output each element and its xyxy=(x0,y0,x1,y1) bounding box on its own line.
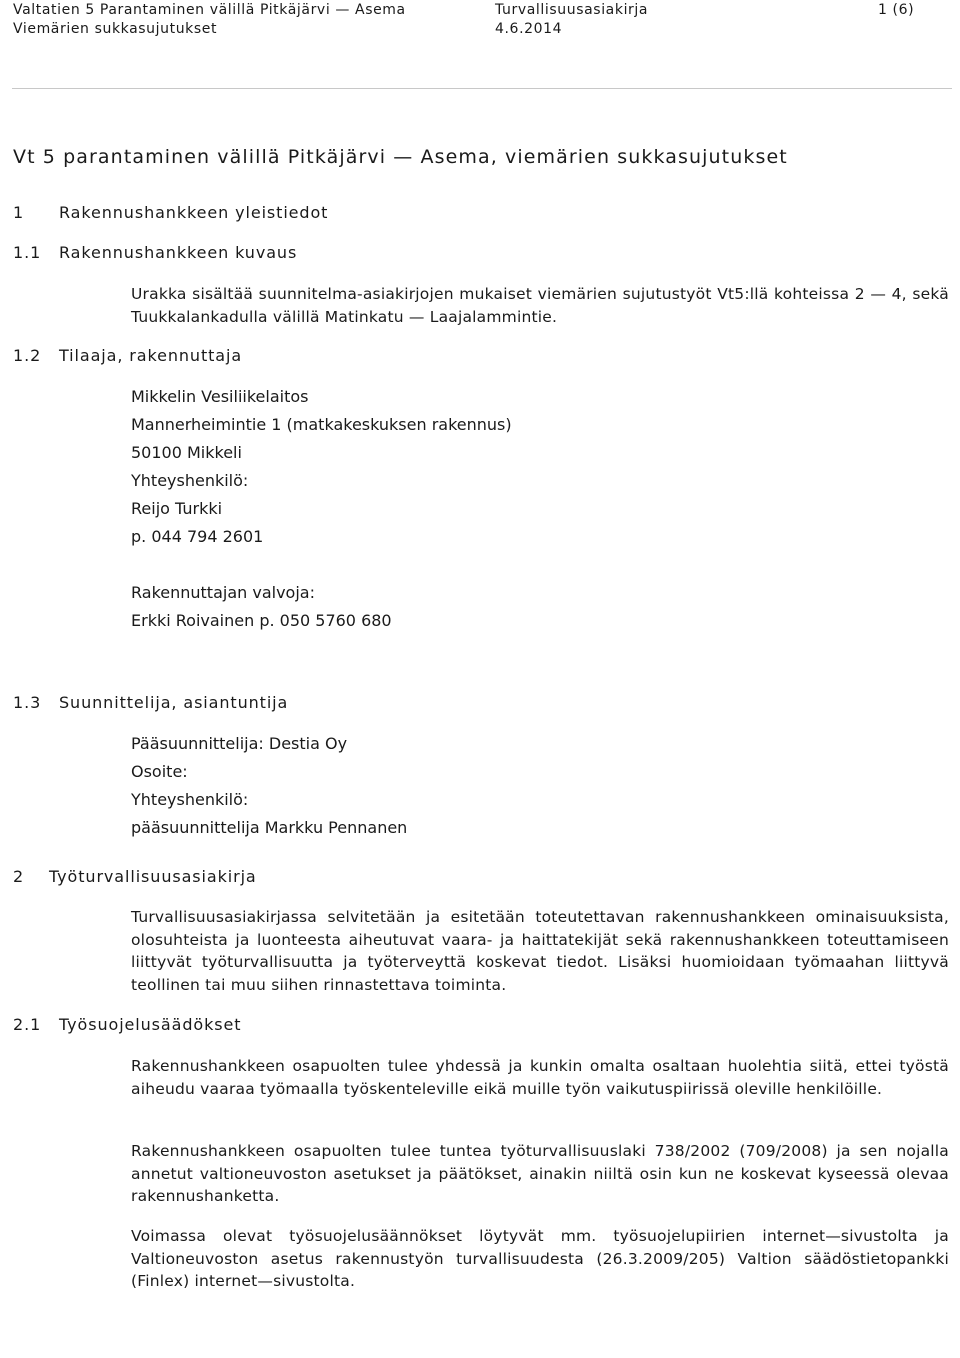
supervisor-label: Rakennuttajan valvoja: xyxy=(131,583,315,602)
supervisor-contact: Erkki Roivainen p. 050 5760 680 xyxy=(131,611,392,630)
designer-contact-label: Yhteyshenkilö: xyxy=(131,790,249,809)
section-number: 1.1 xyxy=(13,243,42,262)
section-2-1-paragraph-3: Voimassa olevat työsuojelusäännökset löytyvät mm. työsuojelupiirien internet—sivustolta ja Valtioneuvoston asetus rakennustyön turvallisuudesta (26.3.2009/205) Valtion säädöstietopankki (Finlex) internet—sivustolta. xyxy=(131,1227,949,1290)
section-heading-2-1 xyxy=(13,1015,241,1034)
client-name: Mikkelin Vesiliikelaitos xyxy=(131,387,309,406)
section-2-1-paragraph-1: Rakennushankkeen osapuolten tulee yhdessä ja kunkin omalta osaltaan huolehtia siitä, ettei työstä aiheudu vaaraa työmaalla työskenteleville eikä muille työn vaikutuspiirissä oleville henkilöille. xyxy=(131,1057,949,1098)
client-address: Mannerheimintie 1 (matkakeskuksen rakennus) xyxy=(131,415,512,434)
header-project-title: Valtatien 5 Parantaminen välillä Pitkäjärvi — Asema xyxy=(13,2,406,18)
header-date: 4.6.2014 xyxy=(495,21,563,37)
section-1-1-text: Urakka sisältää suunnitelma-asiakirjojen mukaiset viemärien sujutustyöt Vt5:llä kohteissa 2 — 4, sekä Tuukkalankadulla välillä Matinkatu — Laajalammintie. xyxy=(131,285,949,326)
section-heading-1-2 xyxy=(13,346,242,365)
client-contact-label: Yhteyshenkilö: xyxy=(131,471,249,490)
header-project-subtitle: Viemärien sukkasujutukset xyxy=(13,21,218,37)
section-label: Suunnittelija, asiantuntija xyxy=(59,693,289,712)
client-postal: 50100 Mikkeli xyxy=(131,443,242,462)
section-heading-2 xyxy=(13,867,257,886)
section-number: 1 xyxy=(13,203,25,222)
document-title: Vt 5 parantaminen välillä Pitkäjärvi — Asema, viemärien sukkasujutukset xyxy=(13,146,788,168)
section-heading-1 xyxy=(13,203,328,222)
section-heading-1-3 xyxy=(13,693,288,712)
client-contact-phone: p. 044 794 2601 xyxy=(131,527,264,546)
section-number: 2.1 xyxy=(13,1015,42,1034)
section-heading-1-1 xyxy=(13,243,297,262)
section-label: Tilaaja, rakennuttaja xyxy=(59,346,243,365)
section-label: Rakennushankkeen kuvaus xyxy=(59,243,298,262)
header-document-type: Turvallisuusasiakirja xyxy=(495,2,649,18)
section-label: Rakennushankkeen yleistiedot xyxy=(59,203,329,222)
header-divider xyxy=(12,88,952,89)
header-page-number: 1 (6) xyxy=(878,2,915,18)
section-label: Työturvallisuusasiakirja xyxy=(49,867,257,886)
section-number: 1.3 xyxy=(13,693,42,712)
section-2-1-paragraph-2: Rakennushankkeen osapuolten tulee tuntea työturvallisuuslaki 738/2002 (709/2008) ja sen nojalla annetut valtioneuvoston asetukset ja päätökset, ainakin niiltä osin kun ne koskevat kyseessä olevaa rakennushanketta. xyxy=(131,1142,949,1205)
section-label: Työsuojelusäädökset xyxy=(59,1015,242,1034)
designer-address-label: Osoite: xyxy=(131,762,188,781)
section-2-text: Turvallisuusasiakirjassa selvitetään ja esitetään toteutettavan rakennushankkeen ominaisuuksista, olosuhteista ja luonteesta aiheutuvat vaara- ja haittatekijät sekä rakennushankkeen toteuttamiseen liittyvät työturvallisuutta ja työterveyttä koskevat tiedot. Lisäksi huomioidaan työmaahan liittyvä teollinen tai muu siihen rinnastettava toiminta. xyxy=(131,908,949,994)
client-contact-name: Reijo Turkki xyxy=(131,499,223,518)
section-number: 1.2 xyxy=(13,346,42,365)
section-number: 2 xyxy=(13,867,25,886)
designer-name: Pääsuunnittelija: Destia Oy xyxy=(131,734,348,753)
designer-contact-name: pääsuunnittelija Markku Pennanen xyxy=(131,818,408,837)
